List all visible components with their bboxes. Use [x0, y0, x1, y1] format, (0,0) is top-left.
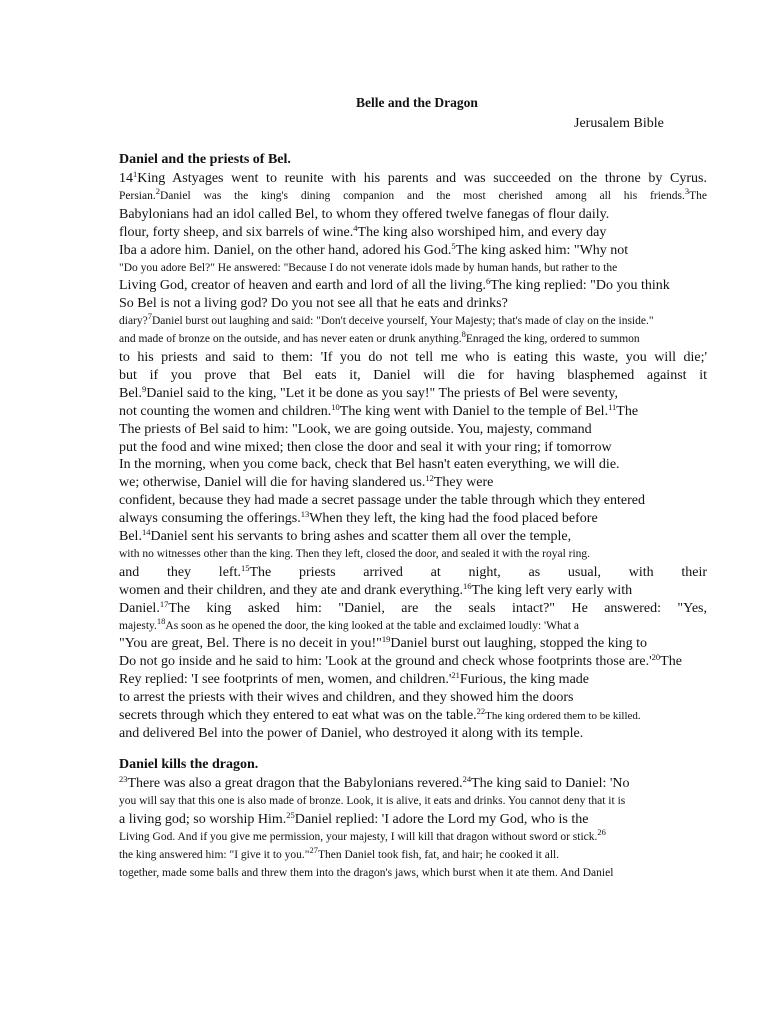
text-line: confident, because they had made a secret passage under the table through which they entered: [119, 493, 645, 509]
text-line: and delivered Bel into the power of Daniel, who destroyed it along with its temple.: [119, 725, 584, 741]
text-line: Bel.$^{14}$Daniel sent his servants to bring ashes and scatter them all over the temple,: [119, 527, 572, 544]
text-line: Rey replied: 'I see footprints of men, women, and $children.'^{21}Furious$, the king made: [119, 670, 590, 688]
text-line: put the food and wine mixed; then close the door and seal it with your ring; if tomorrow: [119, 439, 612, 455]
text-line: Babylonians had an idol called Bel, to whom they offered twelve fanegas of flour daily.: [119, 206, 610, 222]
text-line: to arrest the priests with their wives and children, and they showed him the doors: [119, 690, 574, 706]
text-line: $^{23}$There was also a great dragon that the Babylonians revered.$^{24}$The king said to Daniel: 'No: [119, 774, 630, 791]
text-line: to his priests and said to them: 'If you do not tell me who is eating this waste, you will die;': [119, 350, 707, 365]
bible-version: Jerusalem Bible: [574, 116, 664, 131]
text-line: flour, forty sheep, and six barrels of wine.$^4$The king also worshiped him, and every day: [119, 222, 607, 240]
text-line: secrets through which they entered to eat what was on the table.$^{22}$The king ordered them to be killed.: [119, 706, 641, 723]
text-line: "You are great, Bel. There is no deceit in you!"$^{19}$Daniel burst out laughing, stopped the king to: [119, 634, 647, 652]
text-line: In the morning, when you come back, check that Bel hasn't eaten everything, we will die.: [119, 457, 620, 473]
text-line: but if you prove that Bel eats it, Daniel will die for having blasphemed against it: [119, 367, 707, 383]
text-line: and made of bronze on the outside, and has never eaten or drunk anything.$^8$Enraged the king, ordered to summon: [119, 329, 640, 346]
text-line: Iba a adore him. Daniel, on the other hand, adored his God.$^5$The king asked him: "Why not: [119, 240, 629, 258]
text-line: Bel.$^9$Daniel said to the king, "Let it be done as you say!" The priests of Bel were seventy,: [119, 383, 618, 401]
text-line: Do not go inside and he said to him: 'Look at the ground and check whose footprints those $are.'^{20}The$: [119, 652, 682, 670]
text-line: the king answered him: "I give it to you."$^{27}$Then Daniel took fish, fat, and hair; he cooked it all.: [119, 844, 560, 861]
text-line: majesty.$^{18}$As soon as he opened the door, the king looked at the table and exclaimed loudly: 'What a: [119, 615, 579, 632]
text-line: Daniel.$^{17}$The king asked him: "Daniel, are the seals intact?" He answered: "Yes,: [119, 598, 707, 616]
text-line: we; otherwise, Daniel will die for having slandered us.$^{12}$They were: [119, 473, 494, 491]
text-line: $14^1King$ Astyages went to reunite with his parents and was succeeded on the throne by Cyrus.: [119, 169, 707, 186]
text-line: together, made some balls and threw them into the dragon's jaws, which burst when it ate them. And Daniel: [119, 866, 614, 879]
text-line: Living God, creator of heaven and earth and lord of all the living.$^6$The king replied: "Do you think: [119, 276, 670, 294]
text-line: women and their children, and they ate and drank everything.$^{16}$The king left very early with: [119, 580, 633, 598]
text-line: Living God. And if you give me permission, your majesty, I will kill that dragon without sword or stick.$^{26}$: [119, 826, 606, 843]
text-line: with no witnesses other than the king. Then they left, closed the door, and sealed it with the royal ring.: [119, 547, 591, 560]
text-line: Persian.$^2$Daniel was the king's dining companion and the most cherished among all his friends.$^3$The: [119, 185, 707, 202]
text-line: diary?$^7$Daniel burst out laughing and said: "Don't deceive yourself, Your Majesty; that's made of clay on the inside.": [119, 311, 654, 328]
text-line: a living god; so worship Him.$^{25}$Daniel replied: 'I adore the Lord my God, who is the: [119, 809, 589, 827]
section-heading-priests-of-bel: Daniel and the priests of Bel.: [119, 152, 291, 167]
document-title: Belle and the Dragon: [356, 95, 478, 110]
text-line: "Do you adore Bel?" He answered: "Because I do not venerate idols made by human hands, but rather to the: [119, 261, 618, 274]
text-line: you will say that this one is also made of bronze. Look, it is alive, it eats and drinks. You cannot deny that it is: [119, 794, 626, 807]
text-line: not counting the women and children.$^{10}$The king went with Daniel to the temple of Bel.$^{11}$The: [119, 401, 639, 419]
text-line: The priests of Bel said to him: "Look, we are going outside. You, majesty, command: [119, 421, 592, 437]
section-heading-daniel-kills-dragon: Daniel kills the dragon.: [119, 757, 259, 772]
text-line: So Bel is not a living god? Do you not see all that he eats and drinks?: [119, 296, 508, 312]
text-line: and they left.$^{15}$The priests arrived at night, as usual, with their: [119, 562, 707, 580]
text-line: always consuming the offerings.$^{13}$When they left, the king had the food placed before: [119, 509, 598, 527]
